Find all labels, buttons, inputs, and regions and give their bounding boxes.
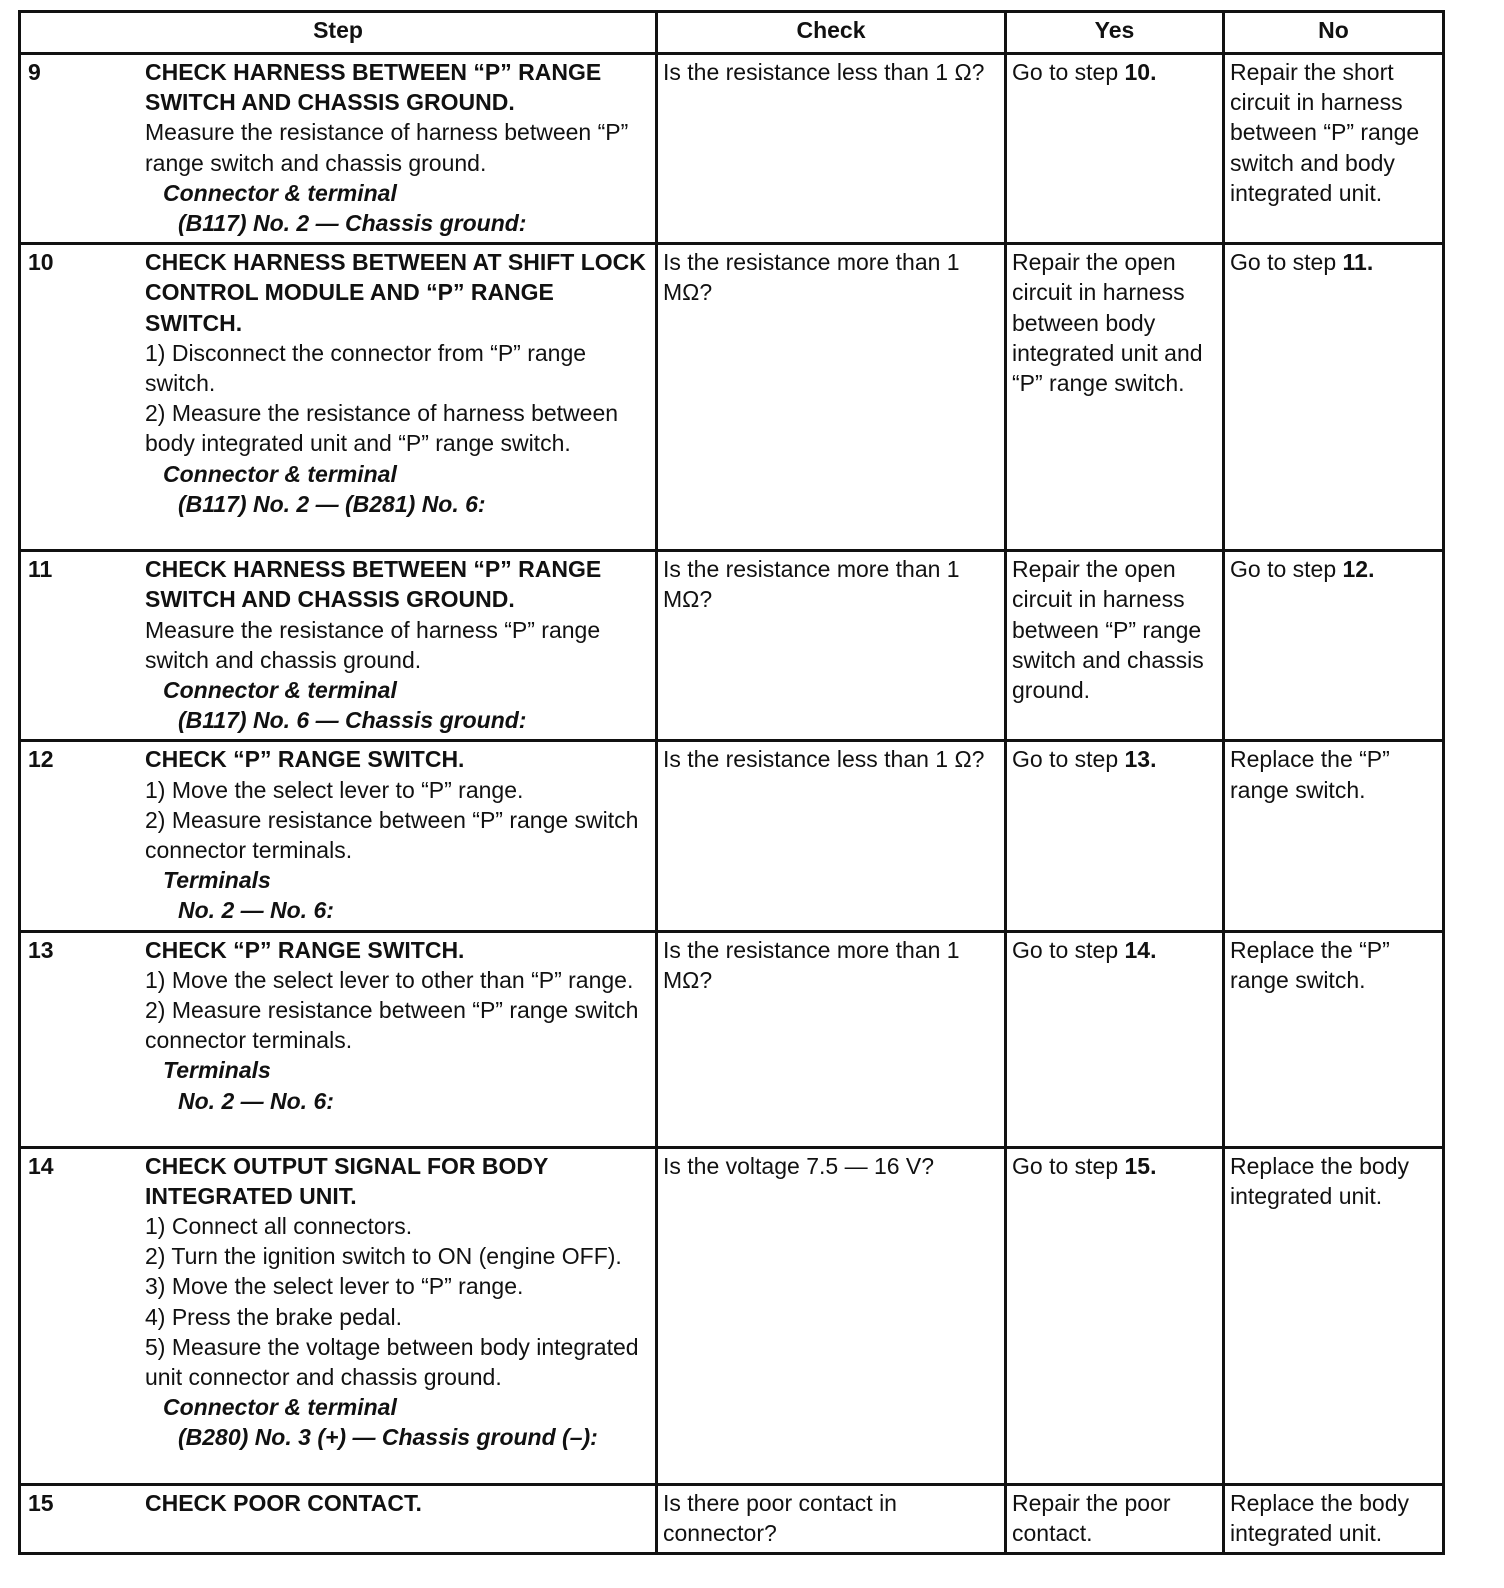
step-cell xyxy=(20,54,657,244)
table-row xyxy=(20,244,1444,551)
spec-value: No. 2 — No. 6: xyxy=(178,1087,334,1114)
step-title: CHECK “P” RANGE SWITCH. xyxy=(145,746,465,773)
step-content xyxy=(26,57,651,238)
spec-value: (B280) No. 3 (+) — Chassis ground (–): xyxy=(178,1424,598,1451)
spec-label: Terminals xyxy=(163,1057,271,1084)
table-row xyxy=(20,741,1444,931)
check-cell: Is the voltage 7.5 — 16 V? xyxy=(657,1147,1006,1484)
yes-cell xyxy=(1006,1147,1224,1484)
no-cell xyxy=(1224,54,1444,244)
step-instruction: 4) Press the brake pedal. xyxy=(145,1303,402,1330)
step-body xyxy=(145,1488,651,1518)
yes-action-text: Repair the open circuit in harness between body integrated unit and “P” range switch. xyxy=(1012,249,1203,397)
yes-action-text: Go to step xyxy=(1012,1152,1125,1179)
step-title: CHECK HARNESS BETWEEN “P” RANGE SWITCH AND CHASSIS GROUND. xyxy=(145,59,602,116)
yes-step-reference: 15. xyxy=(1124,1152,1157,1179)
step-instruction: 1) Move the select lever to “P” range. xyxy=(145,776,524,803)
no-action-text: Replace the body integrated unit. xyxy=(1230,1489,1410,1546)
yes-action-text: Repair the open circuit in harness between “P” range switch and chassis ground. xyxy=(1012,556,1204,704)
step-cell xyxy=(20,244,657,551)
no-step-reference: 11. xyxy=(1342,249,1374,276)
no-cell xyxy=(1224,931,1444,1147)
table-row xyxy=(20,551,1444,741)
yes-cell xyxy=(1006,54,1224,244)
diagnostic-procedure-sheet xyxy=(18,10,1442,1555)
no-column-header: No xyxy=(1224,12,1444,54)
step-instruction: 2) Measure the resistance of harness between body integrated unit and “P” range switch. xyxy=(145,400,619,457)
no-cell xyxy=(1224,244,1444,551)
check-cell: Is the resistance more than 1 MΩ? xyxy=(657,931,1006,1147)
step-number: 13 xyxy=(28,936,54,963)
step-title: CHECK OUTPUT SIGNAL FOR BODY INTEGRATED UNIT. xyxy=(145,1152,548,1209)
yes-step-reference: 13. xyxy=(1124,746,1157,773)
step-instruction: 2) Measure resistance between “P” range switch connector terminals. xyxy=(145,997,639,1054)
yes-action-text: Go to step xyxy=(1012,936,1125,963)
no-action-text: Go to step xyxy=(1230,249,1343,276)
step-title: CHECK HARNESS BETWEEN “P” RANGE SWITCH AND CHASSIS GROUND. xyxy=(145,556,602,613)
spec-value: No. 2 — No. 6: xyxy=(178,897,334,924)
no-action-text: Replace the “P” range switch. xyxy=(1230,746,1390,803)
step-number: 9 xyxy=(28,59,41,85)
step-cell xyxy=(20,931,657,1147)
step-body xyxy=(145,1151,651,1453)
yes-action-text: Go to step xyxy=(1012,746,1125,773)
step-content xyxy=(26,1488,651,1518)
check-cell: Is the resistance less than 1 Ω? xyxy=(657,741,1006,931)
yes-column-header: Yes xyxy=(1006,12,1224,54)
no-action-text: Replace the “P” range switch. xyxy=(1230,936,1390,993)
spec-value: (B117) No. 2 — Chassis ground: xyxy=(178,210,527,237)
yes-cell xyxy=(1006,931,1224,1147)
yes-cell xyxy=(1006,1484,1224,1553)
yes-cell xyxy=(1006,244,1224,551)
step-instruction: Measure the resistance of harness “P” range switch and chassis ground. xyxy=(145,616,601,673)
step-instruction: 1) Disconnect the connector from “P” range switch. xyxy=(145,339,587,397)
step-body xyxy=(145,935,651,1116)
spec-value: (B117) No. 2 — (B281) No. 6: xyxy=(178,490,486,517)
step-title: CHECK POOR CONTACT. xyxy=(145,1489,422,1516)
step-body xyxy=(145,57,651,238)
step-cell xyxy=(20,1484,657,1553)
table-row xyxy=(20,54,1444,244)
step-instruction: 2) Turn the ignition switch to ON (engine OFF). xyxy=(145,1243,622,1270)
table-body xyxy=(20,54,1444,1554)
step-body xyxy=(145,247,651,519)
step-content xyxy=(26,744,651,925)
check-cell: Is the resistance less than 1 Ω? xyxy=(657,54,1006,244)
spec-value: (B117) No. 6 — Chassis ground: xyxy=(178,707,527,734)
step-number: 15 xyxy=(28,1489,54,1516)
step-instruction: 1) Move the select lever to other than “P” range. xyxy=(145,966,634,993)
no-cell xyxy=(1224,1147,1444,1484)
step-column-header: Step xyxy=(20,12,657,54)
yes-step-reference: 14. xyxy=(1124,936,1157,963)
spec-label: Connector & terminal xyxy=(163,1394,397,1421)
no-cell xyxy=(1224,1484,1444,1553)
spec-label: Connector & terminal xyxy=(163,460,397,487)
no-action-text: Go to step xyxy=(1230,556,1343,583)
step-content xyxy=(26,247,651,519)
step-title: CHECK “P” RANGE SWITCH. xyxy=(145,936,465,963)
step-cell xyxy=(20,551,657,741)
step-title: CHECK HARNESS BETWEEN AT SHIFT LOCK CONTROL MODULE AND “P” RANGE SWITCH. xyxy=(145,249,646,336)
yes-cell xyxy=(1006,741,1224,931)
step-instruction: Measure the resistance of harness between “P” range switch and chassis ground. xyxy=(145,119,629,176)
table-row xyxy=(20,1484,1444,1553)
step-number: 14 xyxy=(28,1152,54,1179)
no-action-text: Repair the short circuit in harness between “P” range switch and body integrated unit. xyxy=(1230,59,1420,206)
yes-step-reference: 10. xyxy=(1124,59,1157,85)
no-action-text: Replace the body integrated unit. xyxy=(1230,1152,1410,1209)
step-body xyxy=(145,744,651,925)
step-content xyxy=(26,1151,651,1453)
yes-cell xyxy=(1006,551,1224,741)
check-cell: Is the resistance more than 1 MΩ? xyxy=(657,551,1006,741)
check-cell: Is the resistance more than 1 MΩ? xyxy=(657,244,1006,551)
step-number: 12 xyxy=(28,746,54,773)
check-cell: Is there poor contact in connector? xyxy=(657,1484,1006,1553)
yes-action-text: Go to step xyxy=(1012,59,1125,85)
step-cell xyxy=(20,1147,657,1484)
step-number: 10 xyxy=(28,249,54,276)
table-row xyxy=(20,931,1444,1147)
check-column-header: Check xyxy=(657,12,1006,54)
spec-label: Connector & terminal xyxy=(163,179,397,206)
no-cell xyxy=(1224,551,1444,741)
step-content xyxy=(26,554,651,735)
step-instruction: 5) Measure the voltage between body integrated unit connector and chassis ground. xyxy=(145,1333,639,1391)
no-step-reference: 12. xyxy=(1342,556,1375,583)
diagnostic-table xyxy=(18,10,1445,1555)
yes-action-text: Repair the poor contact. xyxy=(1012,1489,1171,1546)
step-instruction: 3) Move the select lever to “P” range. xyxy=(145,1273,524,1300)
step-instruction: 2) Measure resistance between “P” range switch connector terminals. xyxy=(145,806,639,864)
no-cell xyxy=(1224,741,1444,931)
step-cell xyxy=(20,741,657,931)
step-body xyxy=(145,554,651,735)
spec-label: Terminals xyxy=(163,867,271,894)
table-row xyxy=(20,1147,1444,1484)
spec-label: Connector & terminal xyxy=(163,677,397,704)
step-content xyxy=(26,935,651,1116)
table-header-row xyxy=(20,12,1444,54)
step-number: 11 xyxy=(28,556,53,583)
step-instruction: 1) Connect all connectors. xyxy=(145,1213,413,1240)
